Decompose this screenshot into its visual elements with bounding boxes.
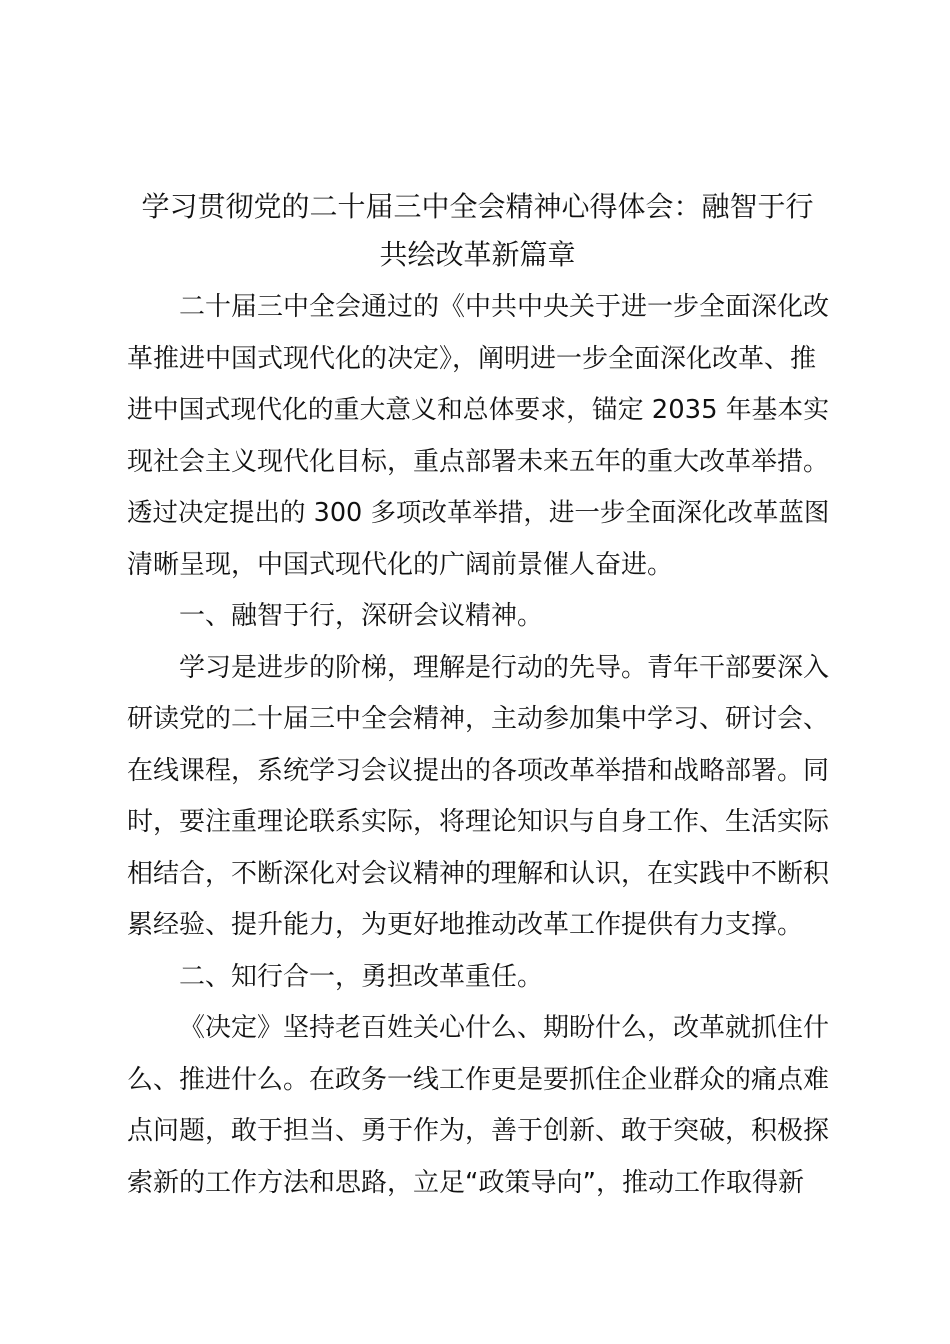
body-line: 透过决定提出的 300 多项改革举措，进一步全面深化改革蓝图 (127, 498, 830, 528)
body-line: 累经验、提升能力，为更好地推动改革工作提供有力支撑。 (127, 910, 804, 940)
body-line: 么、推进什么。在政务一线工作更是要抓住企业群众的痛点难 (127, 1064, 830, 1095)
document-body (127, 282, 833, 1209)
body-line: 二、知行合一，勇担改革重任。 (179, 961, 544, 992)
body-line: 现社会主义现代化目标，重点部署未来五年的重大改革举措。 (127, 446, 830, 477)
body-line: 研读党的二十届三中全会精神，主动参加集中学习、研讨会、 (127, 704, 830, 734)
body-line: 时，要注重理论联系实际，将理论知识与自身工作、生活实际 (127, 807, 830, 837)
body-line: 进中国式现代化的重大意义和总体要求，锚定 2035 年基本实 (127, 395, 830, 425)
title-line: 共绘改革新篇章 (379, 238, 576, 271)
document-title (120, 183, 835, 279)
body-line: 《决定》坚持老百姓关心什么、期盼什么，改革就抓住什 (179, 1013, 830, 1043)
body-line: 索新的工作方法和思路，立足“政策导向”，推动工作取得新 (127, 1167, 804, 1198)
body-line: 相结合，不断深化对会议精神的理解和认识，在实践中不断积 (127, 858, 830, 889)
body-line: 清晰呈现，中国式现代化的广阔前景催人奋进。 (127, 549, 674, 580)
body-line: 二十届三中全会通过的《中共中央关于进一步全面深化改 (179, 292, 830, 322)
body-line: 点问题，敢于担当、勇于作为，善于创新、敢于突破，积极探 (127, 1116, 830, 1146)
body-line: 学习是进步的阶梯，理解是行动的先导。青年干部要深入 (179, 652, 830, 683)
body-line: 在线课程，系统学习会议提出的各项改革举措和战略部署。同 (127, 755, 830, 786)
body-line: 一、融智于行，深研会议精神。 (179, 601, 544, 631)
title-line: 学习贯彻党的二十届三中全会精神心得体会：融智于行 (141, 190, 814, 223)
body-line: 革推进中国式现代化的决定》，阐明进一步全面深化改革、推 (127, 343, 817, 374)
